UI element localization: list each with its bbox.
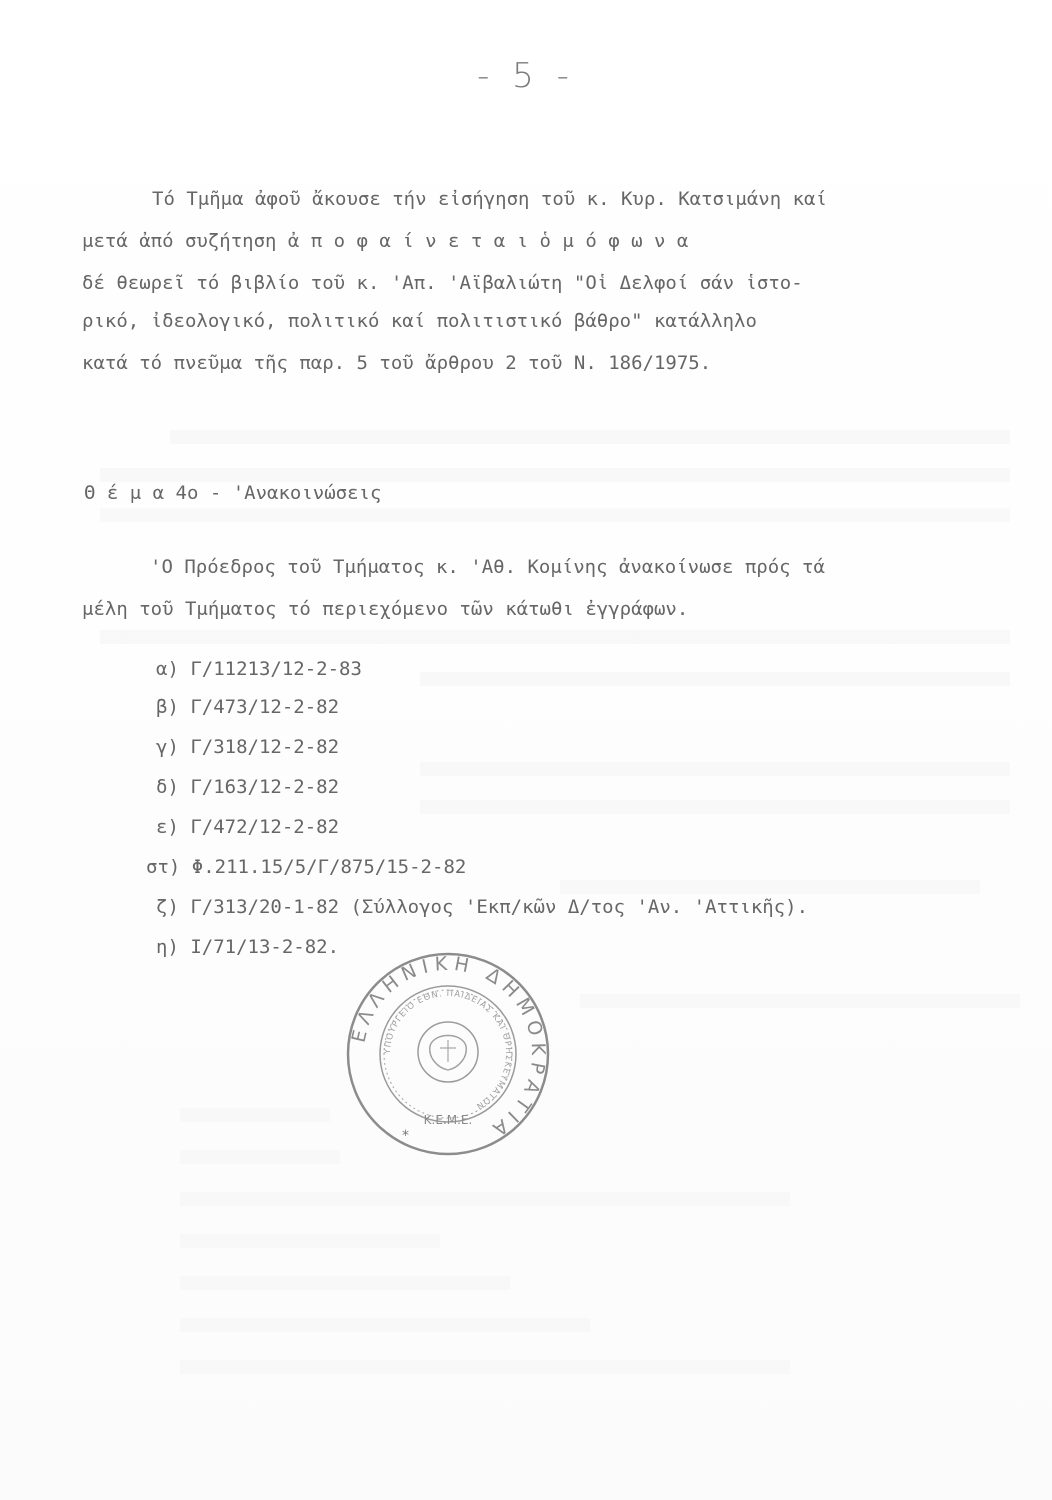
intro-line-2: μέλη τοῦ Τμήματος τό περιεχόμενο τῶν κάτωθι ἐγγράφων. <box>82 598 689 620</box>
bleed-through-line <box>420 672 1010 686</box>
stamp-bottom-text: Κ.Ε.Μ.Ε. <box>423 1113 473 1127</box>
official-stamp <box>342 948 554 1160</box>
list-item: ε) Γ/472/12-2-82 <box>156 816 340 838</box>
bleed-through-line <box>100 630 1010 644</box>
page-number: - 5 - <box>477 56 575 96</box>
bleed-through-line <box>180 1108 330 1122</box>
bleed-through-line <box>100 468 1010 482</box>
decision-line-2: μετά ἀπό συζήτηση ἀ π ο φ α ί ν ε τ α ι ὁ μ ό φ ω ν α <box>82 230 689 252</box>
bleed-through-line <box>180 1360 790 1374</box>
bleed-through-line <box>100 508 1010 522</box>
bleed-through-line <box>180 1318 590 1332</box>
decision-line-3: δέ θεωρεῖ τό βιβλίο τοῦ κ. 'Απ. 'Αϊβαλιώτη "Οἱ Δελφοί σάν ἱστο- <box>82 272 803 294</box>
decision-line-1: Τό Τμῆμα ἀφοῦ ἄκουσε τήν εἰσήγηση τοῦ κ. Κυρ. Κατσιμάνη καί <box>152 188 827 210</box>
star-icon: * <box>402 1128 409 1144</box>
bleed-through-line <box>180 1192 790 1206</box>
stamp-outer-text: ΕΛΛΗΝΙΚΗ ΔΗΜΟΚΡΑΤΙΑ <box>347 952 550 1144</box>
bleed-through-line <box>420 800 1010 814</box>
bleed-through-line <box>170 430 1010 444</box>
list-item: ζ) Γ/313/20-1-82 (Σύλλογος 'Εκπ/κῶν Δ/τος 'Αν. 'Αττικῆς). <box>156 896 809 918</box>
topic-heading <box>84 482 381 504</box>
list-item: γ) Γ/318/12-2-82 <box>156 736 340 758</box>
topic-heading-label: Θ έ μ α 4ο - <box>84 482 233 504</box>
list-item: δ) Γ/163/12-2-82 <box>156 776 340 798</box>
list-item: β) Γ/473/12-2-82 <box>156 696 340 718</box>
bleed-through-line <box>180 1150 340 1164</box>
bleed-through-line <box>580 994 1020 1008</box>
list-item: στ) Φ.211.15/5/Γ/875/15-2-82 <box>146 856 467 878</box>
emblem-icon <box>418 1022 478 1082</box>
stamp-inner-text: ΥΠΟΥΡΓΕΙΟ ΕΘΝ. ΠΑΙΔΕΙΑΣ ΚΑΙ ΘΡΗΣΚΕΥΜΑΤΩΝ <box>382 988 514 1112</box>
decision-line-4: ρικό, ἰδεολογικό, πολιτικό καί πολιτιστικό βάθρο" κατάλληλο <box>82 310 757 332</box>
decision-line-5: κατά τό πνεῦμα τῆς παρ. 5 τοῦ ἄρθρου 2 τοῦ Ν. 186/1975. <box>82 352 712 374</box>
bleed-through-line <box>180 1276 510 1290</box>
bleed-through-line <box>560 880 980 894</box>
bleed-through-line <box>420 762 1010 776</box>
bleed-through-line <box>180 1234 440 1248</box>
intro-line-1: 'Ο Πρόεδρος τοῦ Τμήματος κ. 'Αθ. Κομίνης ἀνακοίνωσε πρός τά <box>150 556 825 578</box>
list-item: η) Ι/71/13-2-82. <box>156 936 340 958</box>
topic-heading-title: 'Ανακοινώσεις <box>232 482 382 504</box>
list-item: α) Γ/11213/12-2-83 <box>156 658 362 680</box>
